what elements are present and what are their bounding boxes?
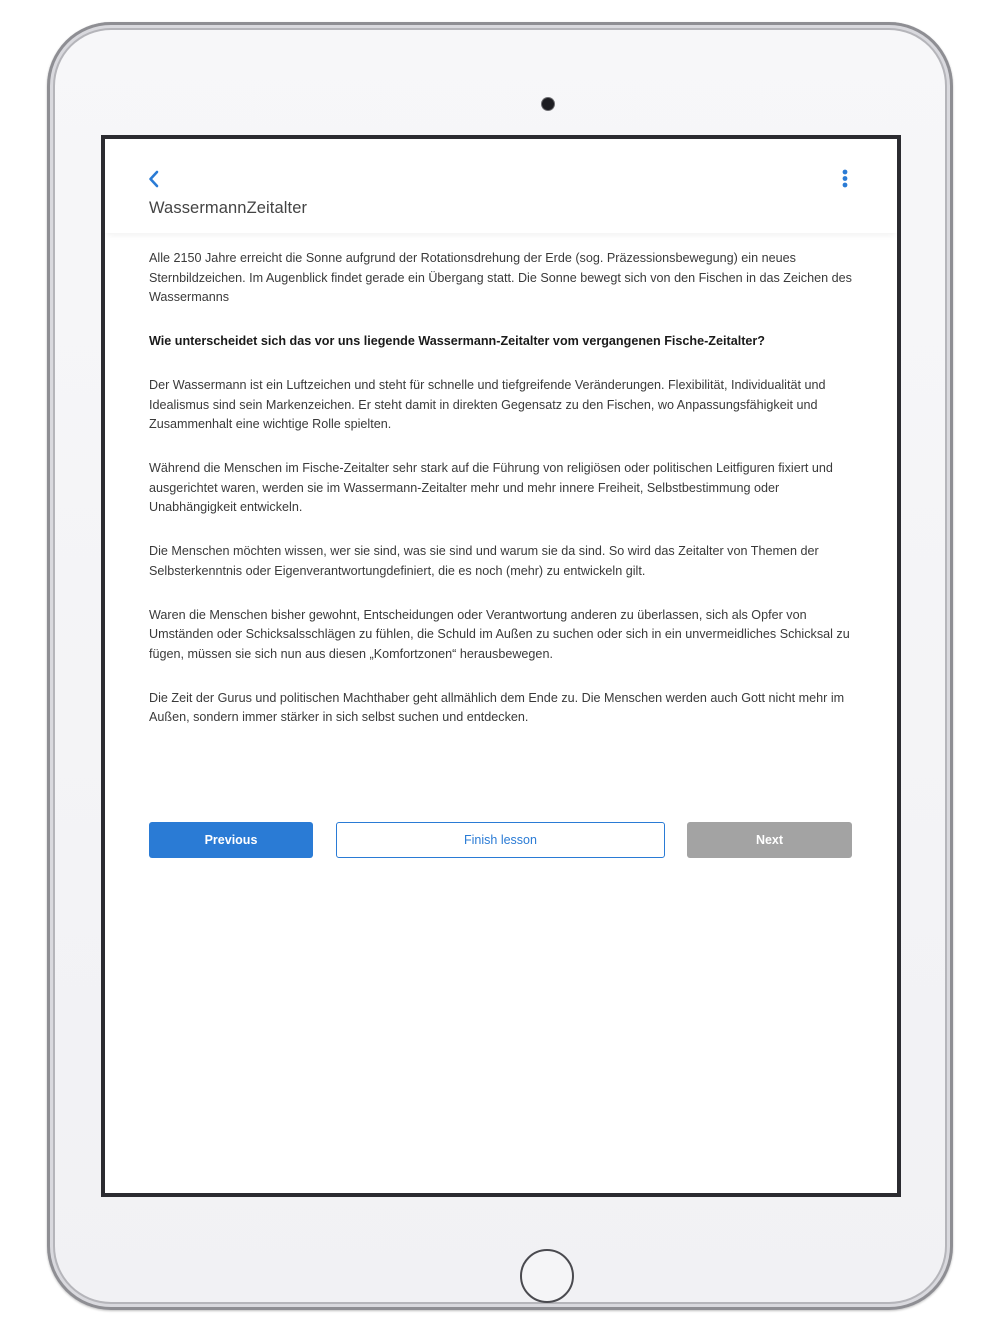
more-vertical-icon[interactable] [837, 167, 853, 191]
lesson-paragraph: Alle 2150 Jahre erreicht die Sonne aufgrund der Rotationsdrehung der Erde (sog. Präzessionsbewegung) ein neues Sternbildzeichen. Im Augenblick findet gerade ein Übergang statt. Die Sonne bewegt sich von den Fischen in das Zeichen des Wassermanns [149, 251, 852, 304]
chevron-left-icon[interactable] [145, 167, 163, 191]
lesson-paragraph: Die Zeit der Gurus und politischen Machthaber geht allmählich dem Ende zu. Die Menschen werden auch Gott nicht mehr im Außen, sondern immer stärker in sich selbst suchen und entdecken. [149, 690, 845, 724]
home-button[interactable] [520, 1249, 574, 1303]
lesson-content [149, 249, 855, 752]
app-header [105, 139, 897, 233]
page-title: WassermannZeitalter [149, 199, 308, 217]
lesson-paragraph: Die Menschen möchten wissen, wer sie sind, was sie sind und warum sie da sind. So wird das Zeitalter von Themen der Selbsterkenntnis oder Eigenverantwortungdefiniert, die es noch (mehr) zu entwickeln gilt. [149, 544, 819, 578]
next-button[interactable]: Next [687, 822, 852, 858]
lesson-paragraph: Während die Menschen im Fische-Zeitalter sehr stark auf die Führung von religiösen oder politischen Leitfiguren fixiert und ausgerichtet waren, werden sie im Wassermann-Zeitalter mehr und mehr innere Freiheit, Selbstbestimmung oder Unabhängigkeit entwickeln. [149, 461, 833, 514]
front-camera [542, 98, 554, 110]
previous-button[interactable]: Previous [149, 822, 313, 858]
finish-lesson-button[interactable]: Finish lesson [336, 822, 665, 858]
lesson-paragraph: Der Wassermann ist ein Luftzeichen und steht für schnelle und tiefgreifende Veränderungen. Flexibilität, Individualität und Idealismus sind sein Markenzeichen. Er steht damit in direkten Gegensatz zu den Fischen, wo Anpassungsfähigkeit und Zusammenhalt eine wichtige Rolle spielten. [149, 378, 826, 431]
lesson-paragraph: Waren die Menschen bisher gewohnt, Entscheidungen oder Verantwortung anderen zu überlassen, sich als Opfer von Umständen oder Schicksalsschlägen zu fühlen, die Schuld im Außen zu suchen oder sich in ein unvermeidliches Schicksal zu fügen, müssen sie sich nun aus diesen „Komfortzonen“ herausbewegen. [149, 607, 850, 661]
lesson-question-heading: Wie unterscheidet sich das vor uns liegende Wassermann-Zeitalter vom vergangenen Fische-Zeitalter? [149, 334, 765, 348]
app-screen [101, 135, 901, 1197]
